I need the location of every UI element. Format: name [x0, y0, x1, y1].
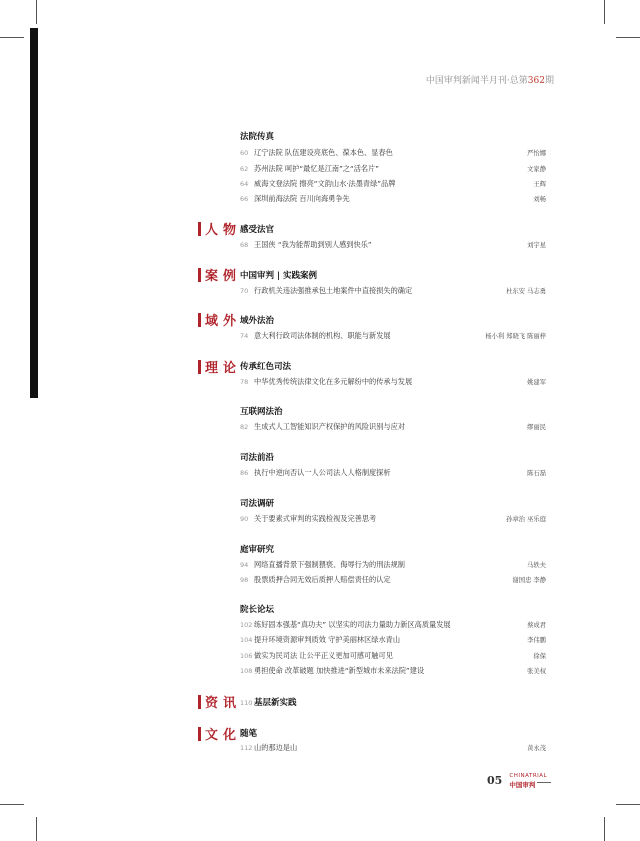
- entry-title: 威海文登法院 擦亮“文韵山水·法墨青绿”品牌: [254, 179, 396, 188]
- category-people: 人物: [198, 219, 241, 238]
- toc-entry-grassroots[interactable]: [240, 696, 297, 708]
- page-number: 66: [240, 195, 249, 203]
- brand-logo-en: CHINATRIAL: [509, 773, 548, 779]
- toc-entry[interactable]: [240, 743, 546, 754]
- page-number: 82: [240, 423, 249, 431]
- entry-author: 蔡成君: [527, 622, 546, 629]
- page-number: 110: [240, 699, 253, 707]
- category-bar: [198, 695, 201, 709]
- entry-title: 辽宁法院 队伍建设亮底色、葆本色、显春色: [254, 148, 393, 157]
- toc-entry[interactable]: [240, 575, 546, 586]
- section-title: 互联网法治: [240, 407, 283, 417]
- page-number: 106: [240, 652, 253, 660]
- category-bar: [198, 268, 201, 282]
- brand-logo-cn: 中国审判: [509, 781, 536, 789]
- page-number: 112: [240, 744, 253, 752]
- category-bar: [198, 727, 201, 741]
- toc-entry[interactable]: [240, 560, 546, 571]
- toc-entry[interactable]: [240, 651, 546, 662]
- entry-author: 姚建军: [527, 379, 546, 386]
- section-title: 传承红色司法: [240, 362, 292, 372]
- page-number: 60: [240, 149, 249, 157]
- toc-entry[interactable]: [240, 194, 546, 205]
- entry-author: 张美权: [527, 668, 546, 675]
- entry-title: 做实为民司法 让公平正义更加可感可触可见: [254, 651, 393, 660]
- header-suffix: 期: [544, 76, 554, 86]
- entry-title: 山的那边是山: [254, 743, 298, 752]
- entry-author: 孙章治 巫乐庭: [506, 516, 546, 523]
- page-number: 62: [240, 165, 249, 173]
- category-foreign: 域外: [198, 310, 241, 329]
- header-prefix: 中国审判新闻半月刊·总第: [425, 76, 528, 86]
- toc-entry[interactable]: [240, 179, 546, 190]
- page-number: 64: [240, 180, 249, 188]
- toc-entry[interactable]: [240, 240, 546, 251]
- page-number: 70: [240, 287, 249, 295]
- entry-author: 马轶夫: [527, 562, 546, 569]
- entry-title: 中华优秀传统法律文化在多元解纷中的传承与发展: [254, 377, 413, 386]
- page-number: 98: [240, 576, 249, 584]
- category-culture: 文化: [198, 724, 241, 743]
- toc-entry[interactable]: [240, 377, 546, 388]
- section-title: 院长论坛: [240, 605, 275, 615]
- entry-title: 网络直播背景下强制猥亵、侮辱行为的刑法规制: [254, 560, 405, 569]
- entry-author: 杜东安 马志勇: [506, 288, 546, 295]
- entry-title: 执行中逆向否认一人公司法人人格制度探析: [254, 468, 391, 477]
- category-theory: 理论: [198, 357, 241, 376]
- issue-number: 362: [527, 76, 545, 86]
- entry-title: 勇担使命 改革破题 加快推进“新型城市未来法院”建设: [254, 666, 425, 675]
- entry-title: 练好固本强基“真功夫” 以坚实的司法力量助力新区高质量发展: [254, 620, 451, 629]
- entry-title: 生成式人工智能知识产权保护的风险识别与应对: [254, 422, 405, 431]
- section-title: 司法调研: [240, 499, 275, 509]
- page-number: 90: [240, 515, 249, 523]
- page-number: 108: [240, 667, 253, 675]
- toc-entry[interactable]: [240, 666, 546, 677]
- page-number-footer: 05: [487, 774, 503, 787]
- section-title: 中国审判 | 实践案例: [240, 271, 318, 281]
- entry-title: 王国侠 “我为能帮助到别人感到快乐”: [254, 240, 372, 249]
- entry-title: 深圳前海法院 百川向海勇争先: [254, 194, 350, 203]
- entry-title: 提升环境资源审判质效 守护美丽林区绿水青山: [254, 635, 401, 644]
- entry-author: 杨小利 郑晓飞 陈丽梓: [485, 333, 546, 340]
- entry-title: 意大利行政司法体制的机构、职能与新发展: [254, 331, 391, 340]
- section-title: 司法前沿: [240, 453, 275, 463]
- toc-entry[interactable]: [240, 286, 546, 297]
- page-number: 78: [240, 378, 249, 386]
- entry-author: 徐保: [533, 653, 546, 660]
- section-title: 感受法官: [240, 225, 275, 235]
- entry-author: 缪丽民: [527, 424, 546, 431]
- entry-title: 行政机关违法强推承包土地案件中直接损失的确定: [254, 286, 413, 295]
- toc-entry[interactable]: [240, 514, 546, 525]
- toc-entry[interactable]: [240, 331, 546, 342]
- page-number: 104: [240, 636, 253, 644]
- page-footer: [487, 769, 551, 788]
- page-number: 68: [240, 241, 249, 249]
- category-bar: [198, 360, 201, 374]
- page-number: 94: [240, 561, 249, 569]
- toc-entry[interactable]: [240, 468, 546, 479]
- category-bar: [198, 222, 201, 236]
- page-number: 102: [240, 621, 253, 629]
- section-title: 域外法治: [240, 316, 275, 326]
- entry-author: 王辉: [533, 181, 546, 188]
- toc-entry[interactable]: [240, 422, 546, 433]
- entry-author: 刘畅: [533, 196, 546, 203]
- entry-author: 谢国忠 李静: [512, 577, 546, 584]
- entry-author: 黄永茂: [527, 745, 546, 752]
- entry-title: 苏州法院 呵护“最忆是江南”之“活名片”: [254, 164, 379, 173]
- entry-title: 股票质押合同无效后质押人赔偿责任的认定: [254, 575, 391, 584]
- category-bar: [198, 313, 201, 327]
- section-title: 庭审研究: [240, 545, 275, 555]
- section-title: 法院传真: [240, 132, 275, 142]
- entry-author: 严怡娜: [527, 150, 546, 157]
- toc-entry[interactable]: [240, 620, 546, 631]
- section-title: 随笔: [240, 729, 258, 739]
- footer-rule: [537, 782, 551, 783]
- entry-author: 刘宇星: [527, 242, 546, 249]
- toc-entry[interactable]: [240, 164, 546, 175]
- page-number: 86: [240, 469, 249, 477]
- entry-author: 陈石磊: [527, 470, 546, 477]
- category-news: 资讯: [198, 692, 241, 711]
- page-number: 74: [240, 332, 249, 340]
- entry-author: 文家静: [527, 166, 546, 173]
- entry-author: 李伟鹏: [527, 637, 546, 644]
- toc-entry[interactable]: [240, 148, 546, 159]
- toc-entry[interactable]: [240, 635, 546, 646]
- entry-title: 关于要素式审判的实践检视及完善思考: [254, 514, 377, 523]
- section-title: 基层新实践: [254, 698, 297, 708]
- category-cases: 案例: [198, 265, 241, 284]
